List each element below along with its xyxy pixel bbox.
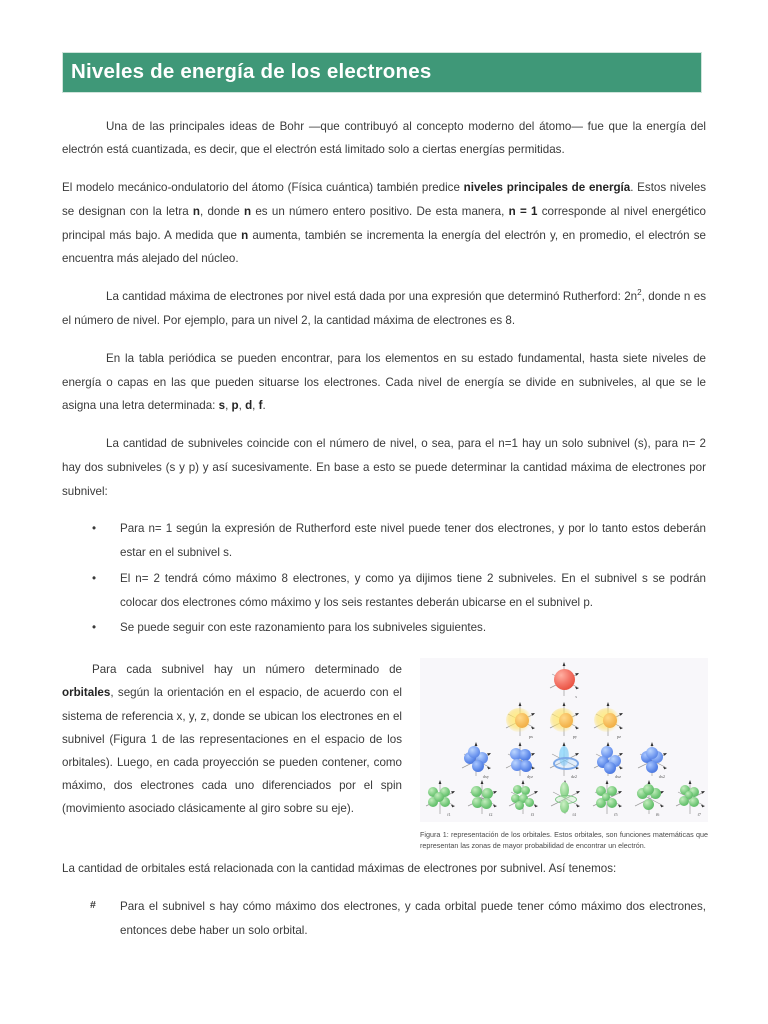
list-item xyxy=(62,567,706,615)
orbital-d-icon xyxy=(500,740,540,780)
figure-caption: Figura 1: representación de los orbitales. Estos orbitales, son funciones matemáticas que representan las zonas de mayor probabilidad de encontrar un electrón. xyxy=(420,830,708,850)
text-run: , según la orientación en el espacio, de acuerdo con el sistema de referencia x, y, z, donde se ubican los electrones en el subnivel (Figura 1 de las representaciones en el espacio de los orbitales). Luego, en cada proyección se pueden contener, como máximo, dos electrones cada uno diferenciados por el spin (movimiento asociado clásicamente al giro sobre su eje). xyxy=(62,686,402,816)
list-item-text: Se puede seguir con este razonamiento para los subniveles siguientes. xyxy=(120,621,487,635)
paragraph-subshell-count: La cantidad de subniveles coincide con el número de nivel, o sea, para el n=1 hay un solo subnivel (s), para n= 2 hay dos subniveles (s y p) y así sucesivamente. En base a esto se puede determinar la cantidad máxima de electrones por subnivel: xyxy=(62,437,706,498)
text-run: aumenta, también se incrementa la energía del electrón y, en promedio, el electrón se encuentra más alejado del núcleo. xyxy=(62,228,706,266)
bullet-marker-icon: • xyxy=(92,571,97,585)
list-item-text: El n= 2 tendrá cómo máximo 8 electrones, y como ya dijimos tiene 2 subniveles. En el subnivel s se podrán colocar dos electrones cómo máximo y los seis restantes deberán ubicarse en el subnivel p. xyxy=(120,571,706,609)
bullet-marker-icon: • xyxy=(92,621,97,635)
text-run: , xyxy=(225,399,232,413)
orbital-label: dz2 xyxy=(570,774,577,780)
orbital-label: dxz xyxy=(614,774,621,780)
text-figure-section xyxy=(62,658,706,851)
text-bold-s: s xyxy=(218,399,226,413)
orbital-label: pz xyxy=(617,734,621,740)
orbital-f-icon xyxy=(545,778,583,818)
text-bold-f: f xyxy=(258,399,263,413)
orbital-label: f6 xyxy=(655,812,660,818)
paragraph-bohr xyxy=(62,115,706,163)
orbital-label: f1 xyxy=(447,812,451,818)
figure-column xyxy=(420,658,708,851)
orbital-pyramid-figure xyxy=(420,658,708,822)
orbital-label: py xyxy=(572,734,577,740)
f-orbital-lobe xyxy=(471,786,482,797)
f-orbital-lobe xyxy=(481,798,492,809)
bullet-marker-icon: • xyxy=(92,522,97,536)
text-bold-n: n xyxy=(244,204,252,218)
orbital-label: f2 xyxy=(488,812,493,818)
text-run: , xyxy=(238,399,246,413)
paragraph-orbitals xyxy=(62,658,402,820)
orbital-p-icon xyxy=(500,700,540,740)
text-bold-n-equals-1: n = 1 xyxy=(508,204,538,218)
paragraph-periodic-table xyxy=(62,347,706,418)
orbital-f-icon xyxy=(462,778,500,818)
f-orbital-lobe xyxy=(602,793,610,801)
orbital-row-p xyxy=(420,700,708,740)
orbital-d-icon xyxy=(588,740,628,780)
text-run: En la tabla periódica se pueden encontrar, para los elementos en su estado fundamental, hasta siete niveles de energía o capas en las que pueden situarse los electrones. Cada nivel de energía se divide en subniveles, al que se le asigna una letra determinada: xyxy=(62,351,706,413)
list-item-text: Para n= 1 según la expresión de Rutherford este nivel puede tener dos electrones, y por lo tanto estos deberán estar en el subnivel s. xyxy=(120,522,706,560)
f-orbital-lobe xyxy=(643,799,654,810)
text-run: La cantidad máxima de electrones por nivel está dada por una expresión que determinó Rutherford: 2n xyxy=(106,290,638,304)
text-bold-orbitales: orbitales xyxy=(62,686,111,700)
orbital-f-icon xyxy=(503,778,541,818)
text-bold-n: n xyxy=(241,228,249,242)
page-title: Niveles de energía de los electrones xyxy=(62,52,702,93)
orbital-label: dyz xyxy=(526,774,533,780)
orbital-row-s xyxy=(420,660,708,700)
orbital-f-icon xyxy=(420,778,458,818)
orbital-label: f3 xyxy=(530,812,535,818)
text-bold-p: p xyxy=(231,399,239,413)
orbital-s-icon xyxy=(544,660,584,700)
text-run: , xyxy=(252,399,259,413)
orbital-label: dx2 xyxy=(658,774,665,780)
orbital-f-icon xyxy=(670,778,708,818)
list-item-text: Para el subnivel s hay cómo máximo dos electrones, y cada orbital puede tener cómo máximo dos electrones, entonces debe haber un solo orbital. xyxy=(120,899,706,937)
superscript-two: 2 xyxy=(637,288,642,298)
paragraph-wave-model xyxy=(62,176,706,271)
paragraph-max-electrons xyxy=(62,285,706,333)
list-item xyxy=(62,895,706,943)
orbital-f-icon xyxy=(629,778,667,818)
orbital-p-icon xyxy=(588,700,628,740)
text-bold-energy-levels: niveles principales de energía xyxy=(463,181,631,195)
text-run: es un número entero positivo. De esta manera, xyxy=(251,204,509,218)
paragraph-bohr-text: Una de las principales ideas de Bohr —que contribuyó al concepto moderno del átomo— fue que la energía del electrón está cuantizada, es decir, que el electrón está limitado solo a ciertas energías permitidas. xyxy=(62,119,706,157)
orbital-f-icon xyxy=(587,778,625,818)
orbital-row-f xyxy=(420,778,708,818)
orbital-dz2-icon xyxy=(544,740,584,780)
orbital-row-d xyxy=(420,740,708,780)
orbital-label: s xyxy=(575,694,577,700)
orbital-label: px xyxy=(528,734,533,740)
text-run: , donde n es el número de nivel. Por ejemplo, para un nivel 2, la cantidad máxima de electrones es 8. xyxy=(62,290,707,327)
paragraph-orbital-count: La cantidad de orbitales está relacionada con la cantidad máximas de electrones por subnivel. Así tenemos: xyxy=(62,862,617,876)
bullet-list-secondary xyxy=(62,895,706,943)
f-orbital-lobe xyxy=(643,784,654,795)
orbital-label: f4 xyxy=(572,812,576,818)
orbital-label: f7 xyxy=(697,812,702,818)
orbital-p-icon xyxy=(544,700,584,740)
list-item xyxy=(62,517,706,565)
text-run: El modelo mecánico-ondulatorio del átomo (Física cuántica) también predice xyxy=(62,181,464,195)
text-run: . xyxy=(262,399,266,413)
orbital-label: f5 xyxy=(614,812,618,818)
bullet-marker-icon: # xyxy=(90,898,96,911)
text-bold-n: n xyxy=(192,204,200,218)
list-item xyxy=(62,616,706,640)
text-run: . Estos niveles se designan con la letra xyxy=(62,181,706,218)
orbital-d-icon xyxy=(456,740,496,780)
bullet-list-primary xyxy=(62,517,706,640)
orbital-label: dxy xyxy=(482,774,489,780)
text-run: corresponde al nivel energético principal más bajo. A medida que xyxy=(62,204,706,242)
orbitals-text-column xyxy=(62,658,402,820)
text-run: Para cada subnivel hay un número determinado de xyxy=(92,663,402,677)
text-run: , donde xyxy=(200,204,244,218)
orbital-d-icon xyxy=(632,740,672,780)
text-bold-d: d xyxy=(245,399,253,413)
